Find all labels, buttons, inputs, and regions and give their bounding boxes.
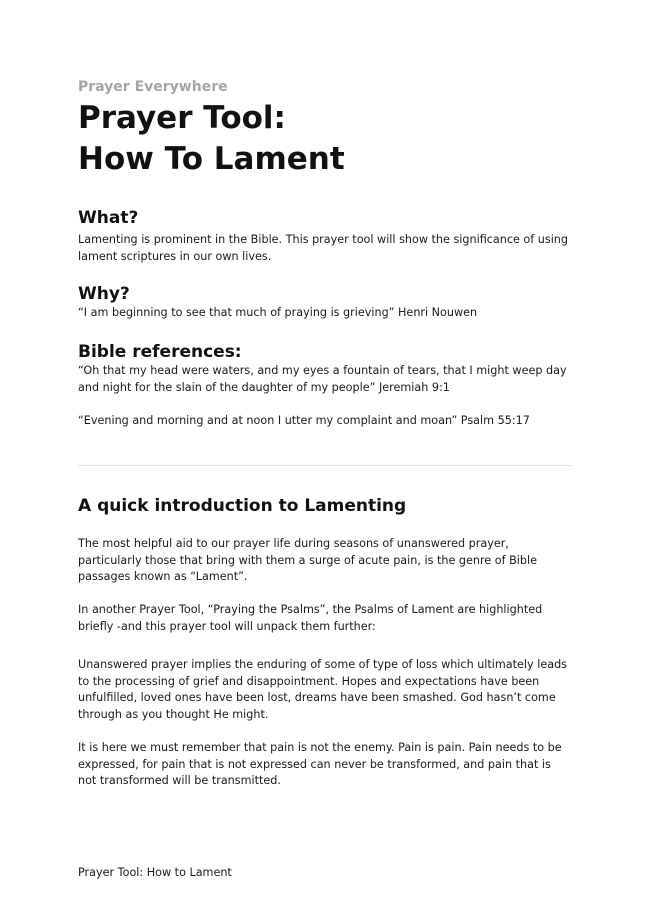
title-line-2: How To Lament — [78, 141, 345, 177]
intro-paragraph-2: In another Prayer Tool, “Praying the Psalms”, the Psalms of Lament are highlighted briefly -and this prayer tool will unpack them further: — [78, 603, 543, 633]
section-divider — [78, 465, 572, 466]
title-line-1: Prayer Tool: — [78, 100, 286, 136]
intro-paragraph-1: The most helpful aid to our prayer life during seasons of unanswered prayer, particularly those that bring with them a surge of acute pain, is the genre of Bible passages known as “Lament”. — [78, 537, 537, 583]
series-label: Prayer Everywhere — [78, 79, 228, 95]
page-footer: Prayer Tool: How to Lament — [78, 866, 232, 879]
why-heading: Why? — [78, 284, 130, 304]
bible-reference-2: “Evening and morning and at noon I utter my complaint and moan” Psalm 55:17 — [78, 414, 530, 427]
intro-paragraph-4: It is here we must remember that pain is not the enemy. Pain is pain. Pain needs to be expressed, for pain that is not expressed can never be transformed, and pain that is not transformed will be transmitted. — [78, 741, 562, 787]
page-title — [78, 98, 345, 180]
why-text: “I am beginning to see that much of praying is grieving” Henri Nouwen — [78, 306, 478, 319]
bible-references-heading: Bible references: — [78, 342, 242, 362]
intro-paragraph-3: Unanswered prayer implies the enduring of some of type of loss which ultimately leads to the processing of grief and disappointment. Hopes and expectations have been unfulfilled, loved ones have been lost, dreams have been smashed. God hasn’t come through as you thought He might. — [78, 658, 567, 721]
what-heading: What? — [78, 208, 139, 228]
intro-heading: A quick introduction to Lamenting — [78, 496, 407, 516]
bible-reference-1: “Oh that my head were waters, and my eyes a fountain of tears, that I might weep day and night for the slain of the daughter of my people” Jeremiah 9:1 — [78, 364, 567, 394]
what-text: Lamenting is prominent in the Bible. This prayer tool will show the significance of using lament scriptures in our own lives. — [78, 233, 568, 263]
